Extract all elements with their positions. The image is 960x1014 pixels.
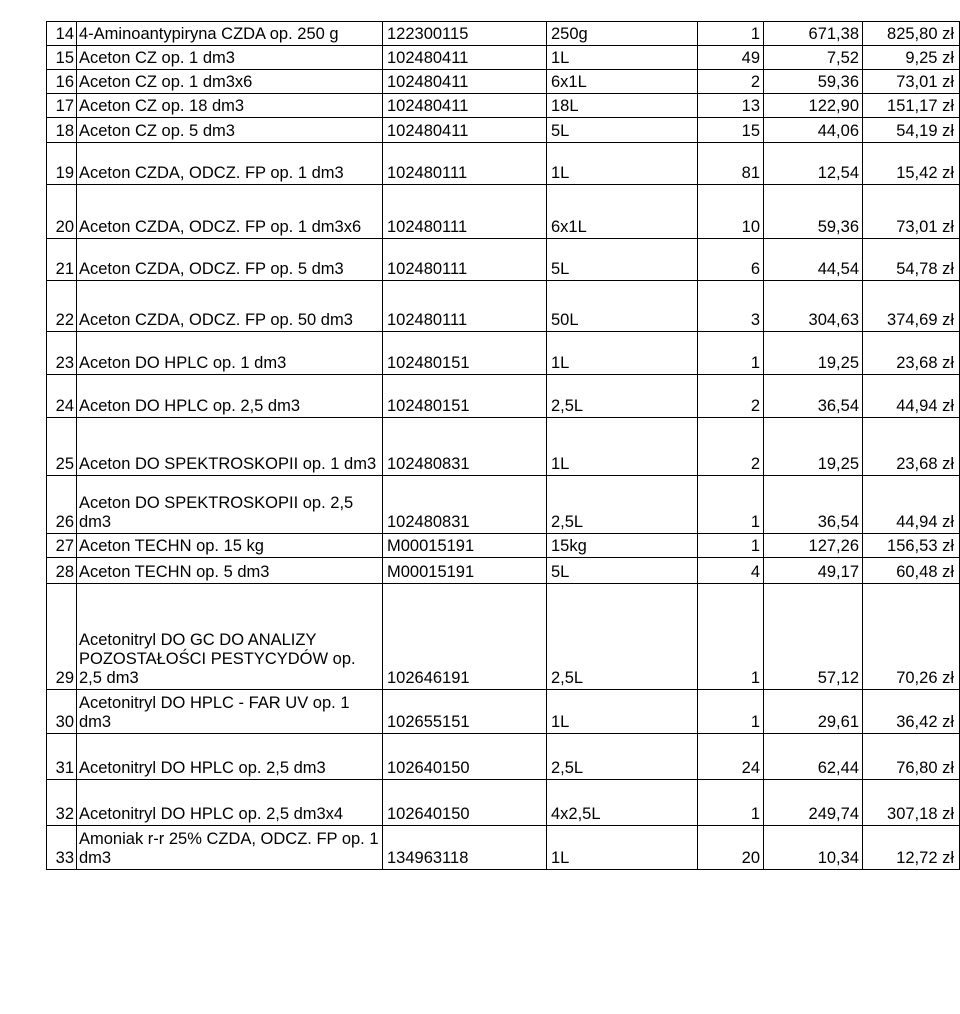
package-size: 4x2,5L <box>547 780 698 826</box>
product-name: Amoniak r-r 25% CZDA, ODCZ. FP op. 1 dm3 <box>77 826 383 870</box>
quantity: 81 <box>698 143 764 185</box>
package-size: 2,5L <box>547 584 698 690</box>
gross-price: 15,42 zł <box>863 143 960 185</box>
quantity: 4 <box>698 558 764 584</box>
product-name: Aceton CZ op. 18 dm3 <box>77 94 383 118</box>
table-row <box>47 332 960 375</box>
package-size: 50L <box>547 281 698 332</box>
table-row <box>47 418 960 476</box>
product-code: M00015191 <box>383 558 547 584</box>
package-size: 5L <box>547 239 698 281</box>
net-price: 127,26 <box>764 534 863 558</box>
net-price: 249,74 <box>764 780 863 826</box>
table-row <box>47 534 960 558</box>
package-size: 1L <box>547 332 698 375</box>
row-number: 28 <box>47 558 77 584</box>
gross-price: 73,01 zł <box>863 70 960 94</box>
gross-price: 54,19 zł <box>863 118 960 143</box>
row-number: 25 <box>47 418 77 476</box>
quantity: 6 <box>698 239 764 281</box>
gross-price: 60,48 zł <box>863 558 960 584</box>
package-size: 1L <box>547 46 698 70</box>
gross-price: 36,42 zł <box>863 690 960 734</box>
table-row <box>47 690 960 734</box>
product-name: Aceton CZDA, ODCZ. FP op. 50 dm3 <box>77 281 383 332</box>
quantity: 13 <box>698 94 764 118</box>
table-row <box>47 375 960 418</box>
gross-price: 825,80 zł <box>863 22 960 46</box>
package-size: 15kg <box>547 534 698 558</box>
product-name: Aceton CZ op. 1 dm3x6 <box>77 70 383 94</box>
quantity: 1 <box>698 332 764 375</box>
package-size: 5L <box>547 118 698 143</box>
gross-price: 44,94 zł <box>863 476 960 534</box>
table-row <box>47 281 960 332</box>
product-name: Aceton DO SPEKTROSKOPII op. 1 dm3 <box>77 418 383 476</box>
row-number: 33 <box>47 826 77 870</box>
gross-price: 73,01 zł <box>863 185 960 239</box>
row-number: 18 <box>47 118 77 143</box>
row-number: 16 <box>47 70 77 94</box>
net-price: 304,63 <box>764 281 863 332</box>
quantity: 49 <box>698 46 764 70</box>
product-code: 102655151 <box>383 690 547 734</box>
quantity: 3 <box>698 281 764 332</box>
row-number: 14 <box>47 22 77 46</box>
product-code: 102480411 <box>383 118 547 143</box>
gross-price: 70,26 zł <box>863 584 960 690</box>
net-price: 36,54 <box>764 375 863 418</box>
product-code: 102480151 <box>383 375 547 418</box>
gross-price: 44,94 zł <box>863 375 960 418</box>
package-size: 2,5L <box>547 476 698 534</box>
net-price: 29,61 <box>764 690 863 734</box>
row-number: 26 <box>47 476 77 534</box>
product-code: 102480111 <box>383 239 547 281</box>
row-number: 23 <box>47 332 77 375</box>
table-row <box>47 239 960 281</box>
product-name: Acetonitryl DO GC DO ANALIZY POZOSTAŁOŚCI PESTYCYDÓW op. 2,5 dm3 <box>77 584 383 690</box>
row-number: 20 <box>47 185 77 239</box>
table-row <box>47 826 960 870</box>
quantity: 20 <box>698 826 764 870</box>
product-code: 134963118 <box>383 826 547 870</box>
product-code: M00015191 <box>383 534 547 558</box>
package-size: 1L <box>547 690 698 734</box>
product-code: 102646191 <box>383 584 547 690</box>
quantity: 1 <box>698 780 764 826</box>
net-price: 122,90 <box>764 94 863 118</box>
package-size: 1L <box>547 418 698 476</box>
row-number: 29 <box>47 584 77 690</box>
product-name: Aceton TECHN op. 15 kg <box>77 534 383 558</box>
gross-price: 9,25 zł <box>863 46 960 70</box>
product-name: Aceton DO HPLC op. 1 dm3 <box>77 332 383 375</box>
product-name: Aceton TECHN op. 5 dm3 <box>77 558 383 584</box>
package-size: 5L <box>547 558 698 584</box>
gross-price: 54,78 zł <box>863 239 960 281</box>
product-name: Aceton DO HPLC op. 2,5 dm3 <box>77 375 383 418</box>
product-code: 102480411 <box>383 46 547 70</box>
product-name: Aceton CZDA, ODCZ. FP op. 1 dm3x6 <box>77 185 383 239</box>
quantity: 1 <box>698 22 764 46</box>
quantity: 2 <box>698 375 764 418</box>
package-size: 2,5L <box>547 375 698 418</box>
net-price: 44,54 <box>764 239 863 281</box>
table-row <box>47 185 960 239</box>
row-number: 24 <box>47 375 77 418</box>
net-price: 12,54 <box>764 143 863 185</box>
net-price: 49,17 <box>764 558 863 584</box>
gross-price: 23,68 zł <box>863 332 960 375</box>
gross-price: 374,69 zł <box>863 281 960 332</box>
net-price: 10,34 <box>764 826 863 870</box>
net-price: 62,44 <box>764 734 863 780</box>
product-name: Acetonitryl DO HPLC - FAR UV op. 1 dm3 <box>77 690 383 734</box>
row-number: 27 <box>47 534 77 558</box>
quantity: 1 <box>698 476 764 534</box>
net-price: 19,25 <box>764 332 863 375</box>
gross-price: 156,53 zł <box>863 534 960 558</box>
package-size: 18L <box>547 94 698 118</box>
row-number: 21 <box>47 239 77 281</box>
product-code: 102640150 <box>383 734 547 780</box>
row-number: 30 <box>47 690 77 734</box>
row-number: 22 <box>47 281 77 332</box>
gross-price: 307,18 zł <box>863 780 960 826</box>
quantity: 1 <box>698 584 764 690</box>
gross-price: 12,72 zł <box>863 826 960 870</box>
net-price: 59,36 <box>764 70 863 94</box>
gross-price: 23,68 zł <box>863 418 960 476</box>
net-price: 7,52 <box>764 46 863 70</box>
net-price: 671,38 <box>764 22 863 46</box>
product-code: 102480411 <box>383 94 547 118</box>
table-row <box>47 734 960 780</box>
table-row <box>47 70 960 94</box>
product-price-table <box>46 21 960 870</box>
package-size: 2,5L <box>547 734 698 780</box>
product-name: Acetonitryl DO HPLC op. 2,5 dm3 <box>77 734 383 780</box>
net-price: 57,12 <box>764 584 863 690</box>
table-row <box>47 46 960 70</box>
net-price: 19,25 <box>764 418 863 476</box>
package-size: 1L <box>547 826 698 870</box>
row-number: 31 <box>47 734 77 780</box>
gross-price: 76,80 zł <box>863 734 960 780</box>
product-name: Acetonitryl DO HPLC op. 2,5 dm3x4 <box>77 780 383 826</box>
product-name: 4-Aminoantypiryna CZDA op. 250 g <box>77 22 383 46</box>
gross-price: 151,17 zł <box>863 94 960 118</box>
product-code: 102480151 <box>383 332 547 375</box>
table-row <box>47 780 960 826</box>
table-row <box>47 143 960 185</box>
product-name: Aceton CZ op. 1 dm3 <box>77 46 383 70</box>
row-number: 17 <box>47 94 77 118</box>
quantity: 2 <box>698 70 764 94</box>
table-row <box>47 22 960 46</box>
table-row <box>47 476 960 534</box>
net-price: 59,36 <box>764 185 863 239</box>
product-name: Aceton CZ op. 5 dm3 <box>77 118 383 143</box>
product-code: 102480111 <box>383 281 547 332</box>
product-name: Aceton CZDA, ODCZ. FP op. 5 dm3 <box>77 239 383 281</box>
table-row <box>47 118 960 143</box>
net-price: 36,54 <box>764 476 863 534</box>
package-size: 6x1L <box>547 70 698 94</box>
quantity: 24 <box>698 734 764 780</box>
product-code: 102480831 <box>383 418 547 476</box>
product-code: 102480411 <box>383 70 547 94</box>
product-name: Aceton CZDA, ODCZ. FP op. 1 dm3 <box>77 143 383 185</box>
product-code: 122300115 <box>383 22 547 46</box>
product-code: 102640150 <box>383 780 547 826</box>
product-code: 102480111 <box>383 185 547 239</box>
table-row <box>47 94 960 118</box>
package-size: 6x1L <box>547 185 698 239</box>
row-number: 19 <box>47 143 77 185</box>
product-code: 102480111 <box>383 143 547 185</box>
row-number: 32 <box>47 780 77 826</box>
table-row <box>47 558 960 584</box>
net-price: 44,06 <box>764 118 863 143</box>
quantity: 1 <box>698 690 764 734</box>
package-size: 250g <box>547 22 698 46</box>
quantity: 2 <box>698 418 764 476</box>
quantity: 15 <box>698 118 764 143</box>
package-size: 1L <box>547 143 698 185</box>
quantity: 10 <box>698 185 764 239</box>
table-row <box>47 584 960 690</box>
quantity: 1 <box>698 534 764 558</box>
product-code: 102480831 <box>383 476 547 534</box>
product-name: Aceton DO SPEKTROSKOPII op. 2,5 dm3 <box>77 476 383 534</box>
row-number: 15 <box>47 46 77 70</box>
